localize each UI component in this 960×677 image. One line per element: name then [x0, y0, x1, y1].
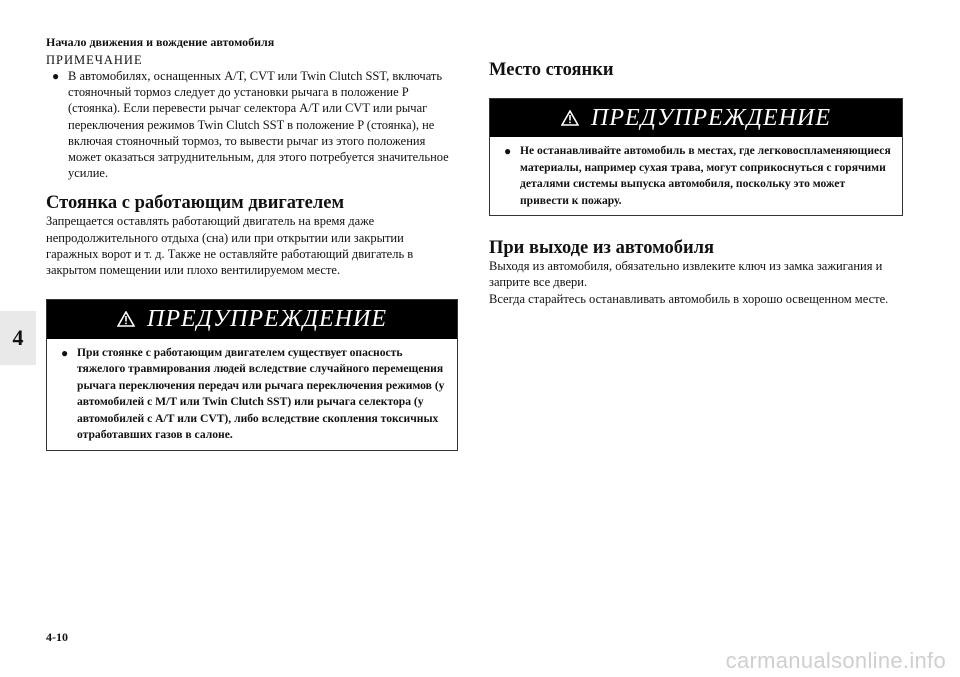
- chapter-tab: 4: [0, 311, 36, 365]
- note-item: [46, 68, 458, 181]
- warning-header: [47, 300, 457, 339]
- section-title-engine: Стоянка с работающим двигателем: [46, 193, 345, 214]
- note-text: В автомобилях, оснащенных A/T, CVT или Twin Clutch SST, включать стояночный тормоз следует до установки рычага в положение P (стоянка). Если перевести рычаг селектора A/T или CVT или рычаг переключения режимов Twin Clutch SST в положение P (стоянка), не включая стояночный тормоз, то вывести рычаг из этого положения может оказаться затруднительным, для этого потребуется значительное усилие.: [68, 69, 449, 181]
- section-title-exit: При выходе из автомобиля: [489, 238, 714, 258]
- exit-paragraph-2: Всегда старайтесь останавливать автомобиль в хорошо освещенном месте.: [489, 291, 889, 306]
- warning-text: Не останавливайте автомобиль в местах, где легковоспламеняющиеся материалы, например сухая трава, могут соприкоснуться с горячими деталями системы выпуска автомобиля, поскольку это может привести к пожару.: [520, 144, 891, 207]
- watermark: carmanualsonline.info: [725, 648, 946, 673]
- section-title-parking: Место стоянки: [489, 60, 614, 80]
- left-column: [46, 52, 458, 451]
- warning-box: [489, 98, 903, 216]
- warning-body: [490, 137, 902, 215]
- warning-triangle-icon: [117, 311, 135, 327]
- warning-header: [490, 99, 902, 137]
- bullet-icon: ●: [52, 69, 60, 83]
- warning-title: ПРЕДУПРЕЖДЕНИЕ: [147, 305, 387, 332]
- warning-body: [47, 339, 457, 450]
- warning-item: [498, 143, 894, 209]
- bullet-icon: ●: [504, 144, 512, 158]
- warning-title: ПРЕДУПРЕЖДЕНИЕ: [591, 104, 831, 131]
- page-number: 4-10: [46, 630, 68, 644]
- running-header: Начало движения и вождение автомобиля: [46, 35, 275, 49]
- exit-paragraph-1: Выходя из автомобиля, обязательно извлеките ключ из замка зажигания и заприте все двери.: [489, 259, 883, 290]
- warning-box: [46, 299, 458, 451]
- right-column: [489, 52, 903, 307]
- engine-paragraph: Запрещается оставлять работающий двигатель на время даже непродолжительного отдыха (сна) или при открытии или закрытии гаражных ворот и т. д. Также не оставляйте работающий двигатель в закрытом помещении или плохо вентилируемом месте.: [46, 214, 414, 278]
- bullet-icon: ●: [61, 345, 69, 360]
- warning-text: При стоянке с работающим двигателем существует опасность тяжелого травмирования людей вследствие случайного перемещения рычага переключения передач или рычага переключения режимов (у автомобилей с M/T или Twin Clutch SST) или рычага селектора (у автомобилей с A/T или CVT), либо вследствие скопления токсичных отработавших газов в салоне.: [77, 345, 445, 442]
- note-title: ПРИМЕЧАНИЕ: [46, 53, 143, 67]
- warning-item: [55, 345, 449, 444]
- warning-triangle-icon: [561, 110, 579, 126]
